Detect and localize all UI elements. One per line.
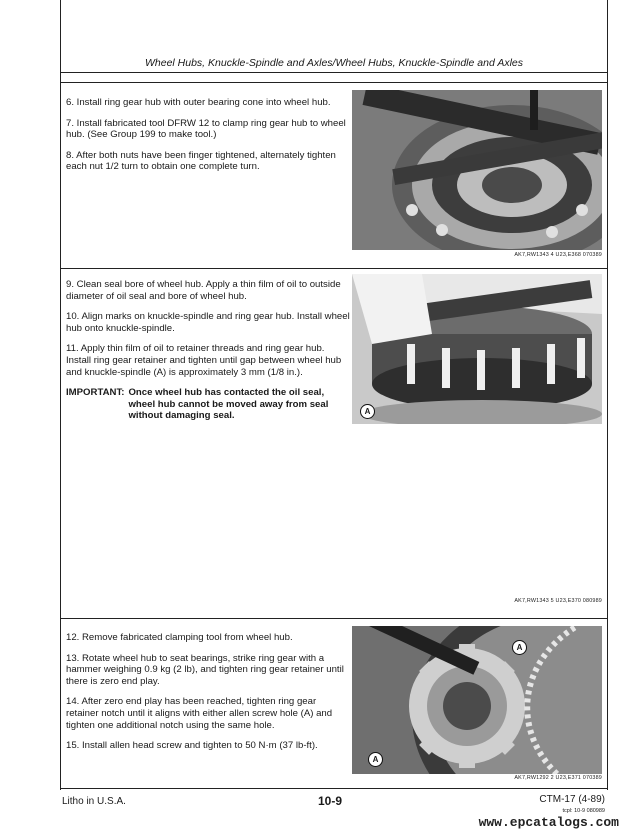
footer-page-number: 10-9 [318,794,343,808]
section-top-rule [60,268,608,269]
step-paragraph: 10. Align marks on knuckle-spindle and ring gear hub. Install wheel hub onto knuckle-spindle. [66,311,350,334]
header-rule [60,72,608,73]
figure-photo-wheel-hub-install [352,274,602,424]
step-paragraph: 9. Clean seal bore of wheel hub. Apply a thin film of oil to outside diameter of oil seal and bore of wheel hub. [66,279,341,302]
step-paragraph: 13. Rotate wheel hub to seat bearings, strike ring gear with a hammer weighing 0.9 kg (2 lb), and tighten ring gear retainer until there is zero end play. [66,652,344,687]
footer-manual-id: CTM-17 (4-89) [539,794,605,805]
step-paragraph: 12. Remove fabricated clamping tool from wheel hub. [66,632,293,643]
important-text: Once wheel hub has contacted the oil seal, wheel hub cannot be moved away from seal without damaging seal. [128,387,329,422]
figure-caption: AK7,RW1292 2 U23,E371 070389 [514,775,602,781]
step-paragraph: 14. After zero end play has been reached, tighten ring gear retainer notch until it aligns with either allen screw hole (A) and tighten one additional notch using the same hole. [66,696,333,731]
step-paragraph: 15. Install allen head screw and tighten to 50 N·m (37 lb-ft). [66,740,318,752]
section-top-rule [60,82,608,83]
callout-a-marker: A [368,752,383,767]
step-paragraph: 11. Apply thin film of oil to retainer threads and ring gear hub. Install ring gear retainer and tighten until gap between wheel hub and knuckle-spindle (A) is approximately 3 mm (1/8 in.). [66,343,342,378]
instruction-section-3 [60,618,608,788]
instruction-section-1 [60,82,608,268]
important-label: IMPORTANT: [66,387,125,399]
instruction-section-2 [60,268,608,618]
figure-photo-ring-gear-retainer [352,626,602,774]
section-top-rule [60,618,608,619]
section-text [66,279,350,422]
figure-caption: AK7,RW1343 5 U23,E370 080989 [514,598,602,604]
footer-litho: Litho in U.S.A. [62,796,126,807]
figure-photo-ring-gear-clamp [352,90,602,250]
section-text [66,97,350,182]
section-text [66,632,350,761]
figure-caption: AK7,RW1343 4 U23,E368 070389 [514,252,602,258]
page-header-title: Wheel Hubs, Knuckle-Spindle and Axles/Wheel Hubs, Knuckle-Spindle and Axles [144,57,523,69]
step-paragraph: 8. After both nuts have been finger tightened, alternately tighten each nut 1/2 turn to obtain one complete turn. [66,149,336,173]
important-note [66,387,350,422]
callout-a-marker: A [360,404,375,419]
footer-small-code: tcpl: 10-9 080989 [562,808,605,814]
callout-a-marker: A [512,640,527,655]
step-paragraph: 6. Install ring gear hub with outer bearing cone into wheel hub. [66,97,331,108]
watermark: www.epcatalogs.com [478,815,619,830]
footer-rule [60,788,608,789]
step-paragraph: 7. Install fabricated tool DFRW 12 to clamp ring gear hub to wheel hub. (See Group 199 to make tool.) [66,117,346,141]
